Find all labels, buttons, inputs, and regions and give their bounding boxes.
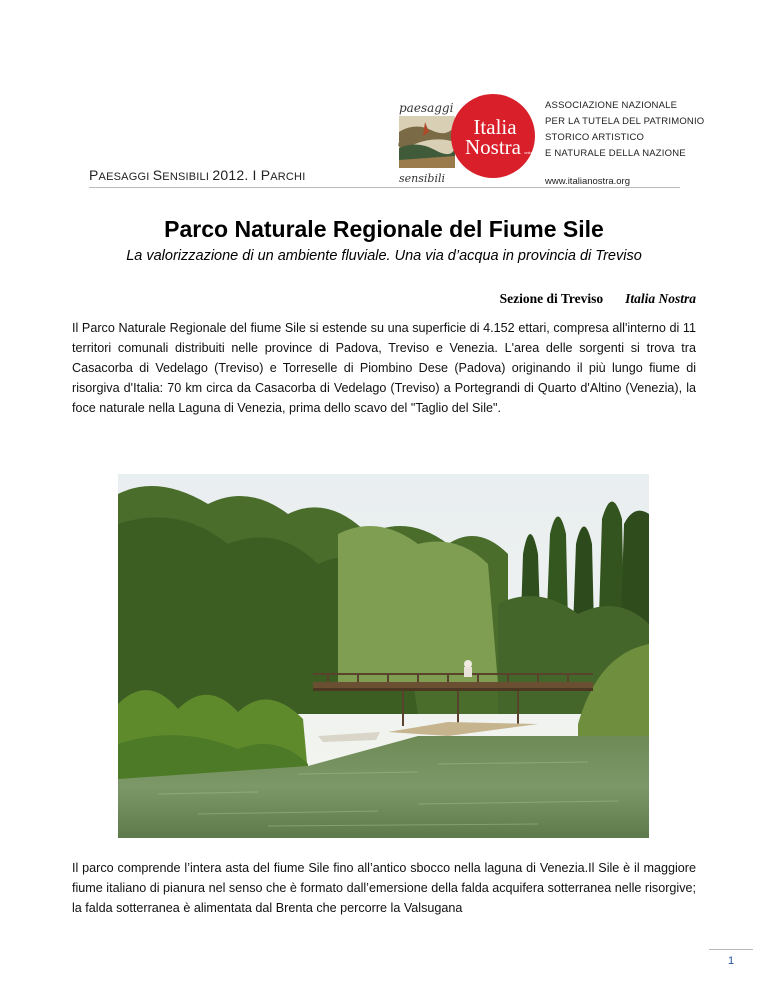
footer-divider <box>709 949 753 950</box>
document-subtitle: La valorizzazione di un ambiente fluviale. Una via d’acqua in provincia di Treviso <box>126 248 642 264</box>
section-name: Sezione di Treviso <box>499 291 604 306</box>
association-description <box>545 98 704 162</box>
italia-nostra-logo <box>395 92 545 186</box>
page-number: 1 <box>727 955 735 967</box>
assoc-line: STORICO ARTISTICO <box>545 132 645 143</box>
logo-paesaggi-script: paesaggi <box>399 101 454 115</box>
document-title: Parco Naturale Regionale del Fiume Sile <box>164 216 604 242</box>
series-title-part: AESAGGI <box>98 171 153 183</box>
author-section <box>500 291 696 307</box>
cyclist <box>464 660 472 668</box>
bridge-deck <box>313 682 593 688</box>
logo-word-nostra: Nostra <box>465 135 521 159</box>
logo-suffix: onlus <box>524 150 534 155</box>
series-title-part: ARCHI <box>270 171 306 183</box>
logo-sensibili-script: sensibili <box>399 172 445 185</box>
river-photo-graphic <box>118 474 649 838</box>
body-paragraph-1: Il Parco Naturale Regionale del fiume Sile si estende su una superficie di 4.152 ettari, compresa all'interno di 11 territori comunali distribuiti nelle province di Padova, Treviso e Venezia. L'area delle sorgenti si trova tra Casacorba di Vedelago (Treviso) e Torreselle di Piombino Dese (Padova) originando il più lungo fiume di risorgiva d'Italia: 70 km circa da Casacorba di Vedelago (Treviso) a Portegrandi di Quarto d'Altino (Venezia), la foce naturale nella Laguna di Venezia, prima dello scavo del "Taglio del Sile". <box>72 321 696 415</box>
website-link[interactable]: www.italianostra.org <box>545 176 631 187</box>
assoc-line: E NATURALE DELLA NAZIONE <box>545 148 686 159</box>
header-divider <box>89 187 680 188</box>
body-paragraph-2: Il parco comprende l’intera asta del fiume Sile fino all’antico sbocco nella laguna di Venezia.Il Sile è il maggiore fiume italiano di pianura nel senso che è formato dall’emersione della falda acquifera sotterranea nelle risorgive; la falda sotterranea è alimentata dal Brenta che percorre la Valsugana <box>72 861 696 915</box>
logo-graphic <box>395 92 545 186</box>
series-title-part: ENSIBILI <box>162 171 213 183</box>
series-title <box>89 167 305 183</box>
river-photo <box>118 474 649 838</box>
assoc-line: PER LA TUTELA DEL PATRIMONIO <box>545 116 705 127</box>
logo-word-italia: Italia <box>473 115 517 139</box>
bridge-beam <box>313 688 593 691</box>
series-title-part: S <box>152 167 163 183</box>
assoc-line: ASSOCIAZIONE NAZIONALE <box>545 100 678 111</box>
series-title-part: 2012. I P <box>212 167 271 183</box>
section-org: Italia Nostra <box>625 291 696 306</box>
series-title-part: P <box>89 167 99 183</box>
